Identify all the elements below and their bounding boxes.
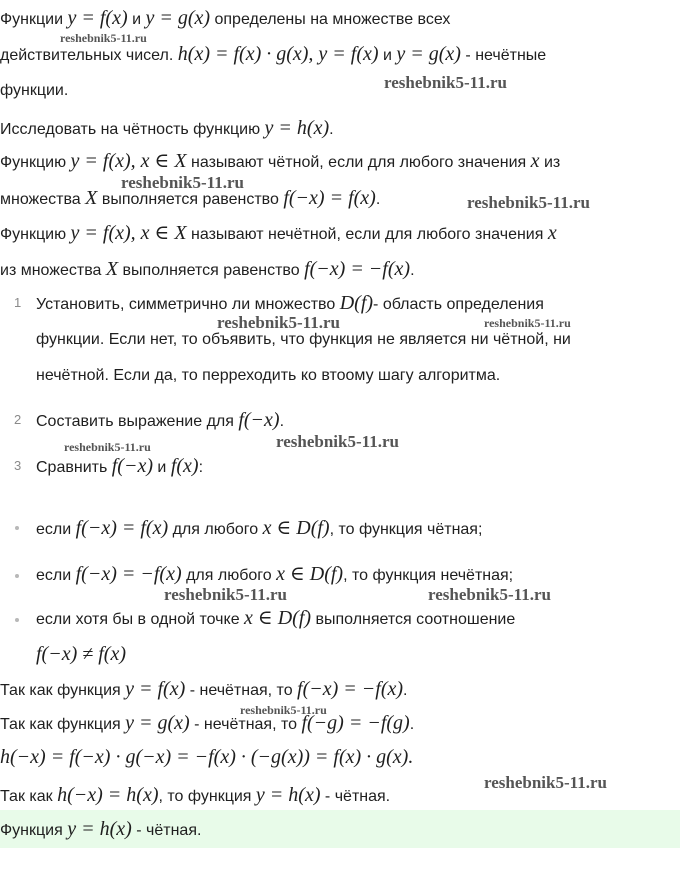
text: если: [36, 521, 76, 538]
problem-line-3: функции.: [0, 82, 69, 99]
solution-line-3: h(−x) = f(−x) · g(−x) = −f(x) · (−g(x)) = f(x) · g(x).: [0, 746, 414, 768]
text: .: [375, 191, 381, 208]
text: и: [152, 459, 171, 476]
text: Функции: [0, 11, 68, 28]
text: Составить выражение для: [36, 413, 239, 430]
bullet-neither-formula: f(−x) ≠ f(x): [36, 643, 126, 665]
text: .: [409, 716, 415, 733]
text: :: [198, 459, 204, 476]
formula: f(−x) = f(x): [283, 187, 376, 209]
text: Функция: [0, 822, 68, 839]
formula: y = g(x): [145, 7, 211, 29]
text: Исследовать на чётность функцию: [0, 121, 265, 138]
watermark: reshebnik5-11.ru: [164, 585, 287, 604]
formula: y = f(x): [125, 678, 186, 700]
text: - нечётная, то: [189, 716, 302, 733]
step-1-line-2: функции. Если нет, то объявить, что функция не является ни чётной, ни: [36, 331, 571, 348]
formula: y = f(x), x ∈ X: [70, 150, 187, 172]
formula: D(f): [339, 292, 374, 314]
watermark: reshebnik5-11.ru: [240, 703, 327, 717]
text: если: [36, 567, 76, 584]
text: .: [410, 262, 415, 279]
formula: f(−x) = f(x): [75, 517, 169, 539]
text: , то функция нечётная;: [343, 567, 514, 584]
text: - область определения: [373, 296, 544, 313]
formula: x ∈ D(f): [244, 607, 312, 629]
watermark: reshebnik5-11.ru: [64, 440, 151, 454]
formula: y = f(x): [67, 7, 128, 29]
formula: f(−x) = −f(x): [75, 563, 182, 585]
text: выполняется соотношение: [311, 611, 516, 628]
watermark: reshebnik5-11.ru: [60, 31, 147, 45]
watermark: reshebnik5-11.ru: [217, 313, 340, 332]
watermark: reshebnik5-11.ru: [384, 73, 507, 92]
formula: h(x) = f(x) · g(x), y = f(x): [177, 43, 379, 65]
text: - нечётные: [460, 47, 547, 64]
text: .: [403, 682, 408, 699]
formula: x: [530, 150, 540, 172]
text: если хотя бы в одной точке: [36, 611, 245, 628]
watermark: reshebnik5-11.ru: [484, 773, 607, 792]
formula: f(−g) = −f(g): [301, 712, 410, 734]
text: Так как функция: [0, 682, 126, 699]
text: из: [539, 154, 561, 171]
text: для любого: [181, 567, 277, 584]
text: - нечётная, то: [185, 682, 298, 699]
text: и: [127, 11, 146, 28]
formula: h(−x) = h(x): [57, 784, 159, 806]
text: Установить, симметрично ли множество: [36, 296, 340, 313]
formula: X: [85, 187, 98, 209]
answer-box: [0, 810, 680, 848]
step-1-line-3: нечётной. Если да, то перреходить ко втоому шагу алгоритма.: [36, 367, 501, 384]
step-2-line: [36, 409, 284, 433]
text: .: [279, 413, 285, 430]
bullet-odd: [36, 563, 513, 587]
watermark: reshebnik5-11.ru: [467, 193, 590, 212]
watermark: reshebnik5-11.ru: [121, 173, 244, 192]
text: Функцию: [0, 226, 71, 243]
text: Так как: [0, 788, 58, 805]
step-3-line: [36, 455, 203, 479]
formula: f(−x): [238, 409, 280, 431]
formula: y = h(x): [264, 117, 330, 139]
text: .: [329, 121, 334, 138]
text: называют нечётной, если для любого значения: [186, 226, 548, 243]
formula: y = f(x), x ∈ X: [70, 222, 187, 244]
formula: X: [105, 258, 119, 280]
bullet-neither: [36, 607, 515, 631]
formula: x: [547, 222, 557, 244]
watermark: reshebnik5-11.ru: [484, 316, 571, 330]
solution-line-4: [0, 784, 390, 808]
text: из множества: [0, 262, 106, 279]
text: для любого: [168, 521, 263, 538]
watermark: reshebnik5-11.ru: [428, 585, 551, 604]
formula: y = h(x): [67, 818, 132, 840]
formula: y = g(x): [125, 712, 190, 734]
text: определены на множестве всех: [210, 11, 451, 28]
odd-definition-line-1: [0, 222, 557, 246]
text: Сравнить: [36, 459, 112, 476]
text: Так как функция: [0, 716, 126, 733]
formula: y = h(x): [255, 784, 321, 806]
text: , то функция: [158, 788, 256, 805]
formula: f(−x): [111, 455, 153, 477]
odd-definition-line-2: [0, 258, 415, 282]
bullet-even: [36, 517, 482, 541]
formula: f(x): [170, 455, 199, 477]
bullet-dot: [15, 526, 19, 530]
problem-line-1: [0, 7, 450, 31]
solution-line-1: [0, 678, 407, 702]
formula: f(−x) = −f(x): [297, 678, 404, 700]
problem-line-2: [0, 43, 546, 67]
text: , то функция чётная;: [329, 521, 483, 538]
formula: y = g(x): [396, 43, 461, 65]
text: Функцию: [0, 154, 71, 171]
step-number-3: 3: [14, 458, 22, 473]
text: выполняется равенство: [97, 191, 284, 208]
step-number-2: 2: [14, 412, 22, 427]
task-line: [0, 117, 334, 141]
solution-line-2: [0, 712, 414, 736]
text: действительных чисел.: [0, 47, 178, 64]
text: называют чётной, если для любого значения: [186, 154, 531, 171]
formula: x ∈ D(f): [262, 517, 330, 539]
step-number-1: 1: [14, 295, 22, 310]
watermark: reshebnik5-11.ru: [276, 432, 399, 451]
formula: x ∈ D(f): [276, 563, 344, 585]
bullet-dot: [15, 618, 19, 622]
text: - чётная.: [320, 788, 391, 805]
answer-line: [0, 818, 201, 842]
even-definition-line-1: [0, 150, 560, 174]
text: множества: [0, 191, 86, 208]
formula: f(−x) = −f(x): [304, 258, 411, 280]
text: выполняется равенство: [118, 262, 305, 279]
bullet-dot: [15, 574, 19, 578]
text: и: [378, 47, 397, 64]
text: - чётная.: [131, 822, 202, 839]
